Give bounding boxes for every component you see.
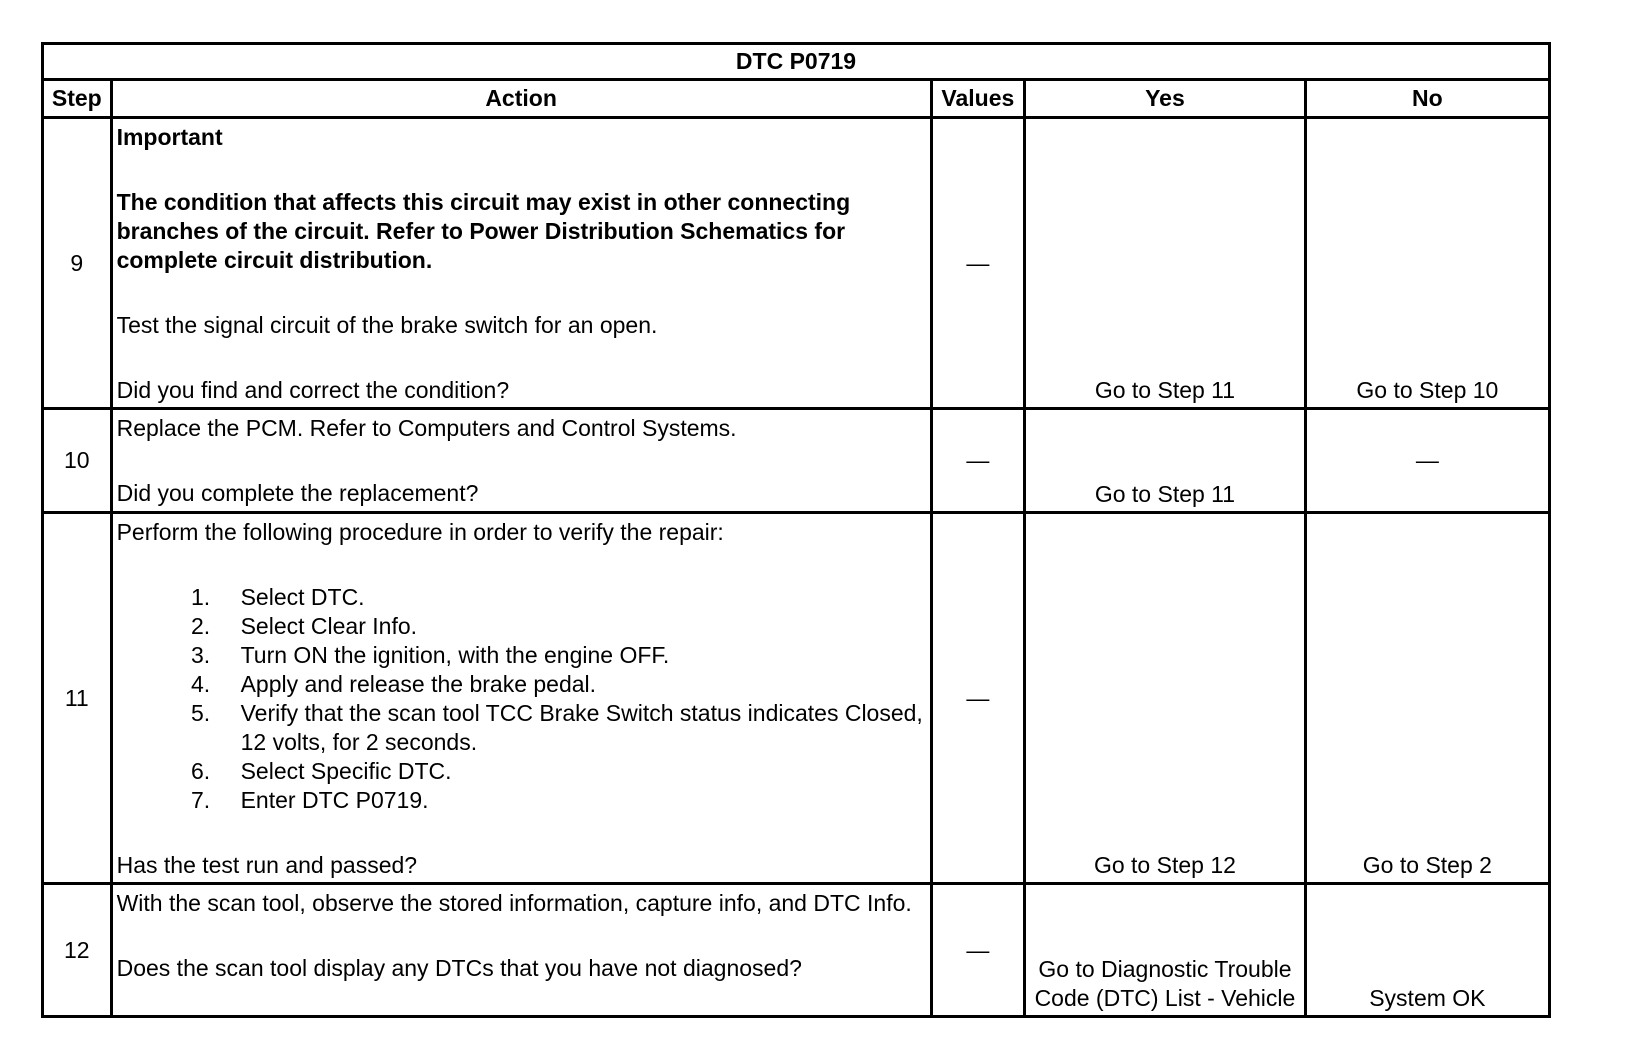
values-cell: — (931, 118, 1025, 409)
table-title: DTC P0719 (43, 44, 1550, 80)
no-outcome: — (1305, 409, 1549, 513)
list-item: 1. Select DTC. (217, 583, 926, 612)
no-outcome: Go to Step 2 (1305, 513, 1549, 884)
instruction-text: With the scan tool, observe the stored information, capture info, and DTC Info. (116, 890, 912, 916)
no-outcome: Go to Step 10 (1305, 118, 1549, 409)
question-text: Has the test run and passed? (116, 852, 418, 878)
step-number: 9 (43, 118, 112, 409)
question-text: Does the scan tool display any DTCs that you have not diagnosed? (116, 955, 802, 981)
instruction-text: Replace the PCM. Refer to Computers and Control Systems. (116, 415, 737, 441)
action-cell (111, 118, 931, 409)
table-row-step-9 (43, 118, 1550, 409)
header-action: Action (111, 80, 931, 118)
question-text: Did you complete the replacement? (116, 480, 479, 506)
diagnostic-table (41, 42, 1551, 1018)
list-item: 6. Select Specific DTC. (217, 757, 926, 786)
list-item: 3. Turn ON the ignition, with the engine OFF. (217, 641, 926, 670)
yes-outcome: Go to Step 11 (1025, 118, 1306, 409)
verify-procedure-list (117, 583, 926, 815)
header-step: Step (43, 80, 112, 118)
yes-outcome: Go to Step 11 (1025, 409, 1306, 513)
instruction-text: Perform the following procedure in order to verify the repair: (116, 519, 724, 545)
list-item: 4. Apply and release the brake pedal. (217, 670, 926, 699)
table-row-step-12 (43, 884, 1550, 1017)
important-note: The condition that affects this circuit may exist in other connecting branches of the circuit. Refer to Power Distribution Schematics for complete circuit distribution. (116, 189, 851, 273)
header-values: Values (931, 80, 1025, 118)
action-cell (111, 884, 931, 1017)
header-no: No (1305, 80, 1549, 118)
question-text: Did you find and correct the condition? (116, 377, 510, 403)
list-item: 5. Verify that the scan tool TCC Brake Switch status indicates Closed, 12 volts, for 2 seconds. (217, 699, 926, 757)
instruction-text: Test the signal circuit of the brake switch for an open. (116, 312, 658, 338)
action-cell (111, 513, 931, 884)
table-row-step-11 (43, 513, 1550, 884)
list-item: 2. Select Clear Info. (217, 612, 926, 641)
values-cell: — (931, 513, 1025, 884)
header-yes: Yes (1025, 80, 1306, 118)
action-cell (111, 409, 931, 513)
yes-outcome: Go to Diagnostic Trouble Code (DTC) List - Vehicle (1025, 884, 1306, 1017)
list-item: 7. Enter DTC P0719. (217, 786, 926, 815)
step-number: 12 (43, 884, 112, 1017)
step-number: 10 (43, 409, 112, 513)
values-cell: — (931, 884, 1025, 1017)
step-number: 11 (43, 513, 112, 884)
no-outcome: System OK (1305, 884, 1549, 1017)
table-row-step-10 (43, 409, 1550, 513)
important-label: Important (116, 124, 223, 150)
values-cell: — (931, 409, 1025, 513)
yes-outcome: Go to Step 12 (1025, 513, 1306, 884)
